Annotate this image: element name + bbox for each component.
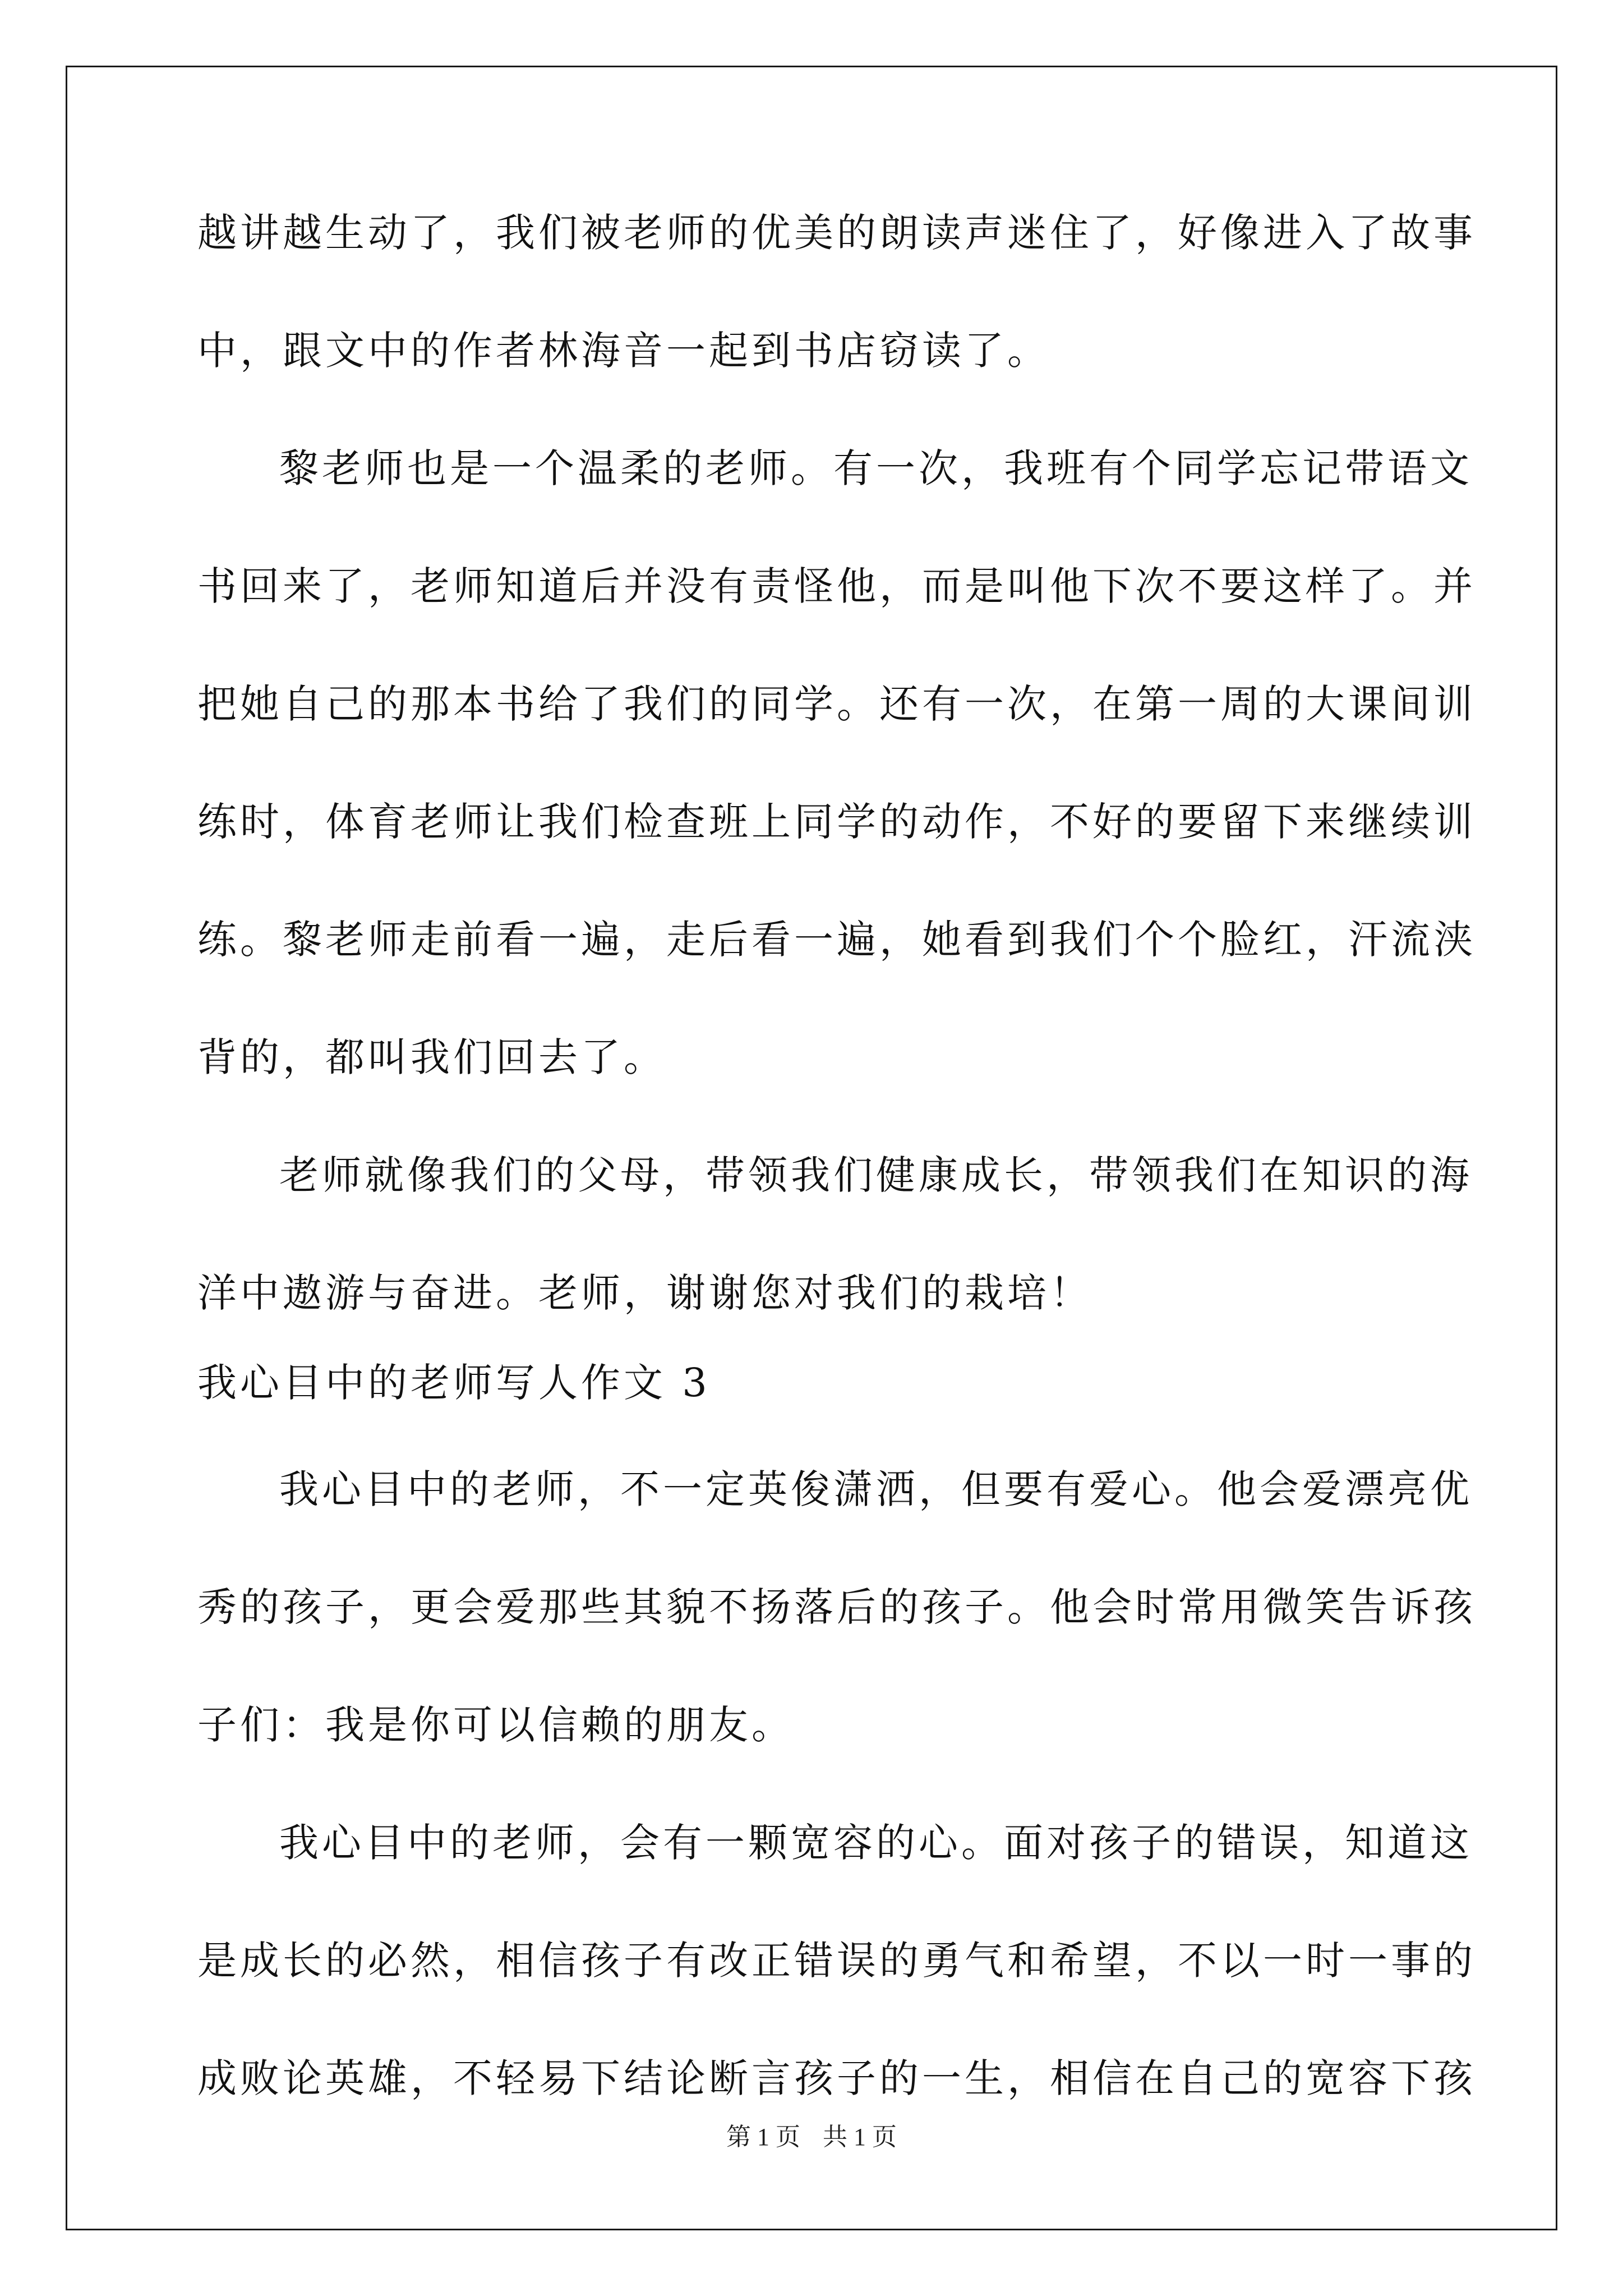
text-line: 背的，都叫我们回去了。 xyxy=(197,1034,666,1080)
text-line: 成败论英雄，不轻易下结论断言孩子的一生，相信在自己的宽容下孩 xyxy=(197,2055,1476,2101)
page-number-total: 共 1 页 xyxy=(823,2123,897,2151)
page-footer xyxy=(0,2120,1623,2154)
text-line: 我心目中的老师，会有一颗宽容的心。面对孩子的错误，知道这 xyxy=(279,1820,1473,1866)
text-line: 老师就像我们的父母，带领我们健康成长，带领我们在知识的海 xyxy=(279,1152,1473,1198)
text-line: 练。黎老师走前看一遍，走后看一遍，她看到我们个个脸红，汗流浃 xyxy=(197,917,1476,963)
text-line: 我心目中的老师，不一定英俊潇洒，但要有爱心。他会爱漂亮优 xyxy=(279,1466,1473,1512)
page-number-current: 第 1 页 xyxy=(726,2123,800,2151)
text-line: 是成长的必然，相信孩子有改正错误的勇气和希望，不以一时一事的 xyxy=(197,1938,1476,1984)
text-line: 黎老师也是一个温柔的老师。有一次，我班有个同学忘记带语文 xyxy=(279,445,1473,491)
text-line: 洋中遨游与奋进。老师，谢谢您对我们的栽培！ xyxy=(197,1270,1092,1316)
text-line: 秀的孩子，更会爱那些其貌不扬落后的孩子。他会时常用微笑告诉孩 xyxy=(197,1584,1476,1630)
text-line: 子们：我是你可以信赖的朋友。 xyxy=(197,1702,794,1748)
text-line: 书回来了，老师知道后并没有责怪他，而是叫他下次不要这样了。并 xyxy=(197,563,1476,609)
text-line: 练时，体育老师让我们检查班上同学的动作，不好的要留下来继续训 xyxy=(197,799,1476,845)
text-line: 越讲越生动了，我们被老师的优美的朗读声迷住了，好像进入了故事 xyxy=(197,210,1476,256)
text-line: 把她自己的那本书给了我们的同学。还有一次，在第一周的大课间训 xyxy=(197,681,1476,727)
section-heading: 我心目中的老师写人作文 3 xyxy=(197,1360,711,1406)
text-line: 中，跟文中的作者林海音一起到书店窃读了。 xyxy=(197,328,1050,374)
